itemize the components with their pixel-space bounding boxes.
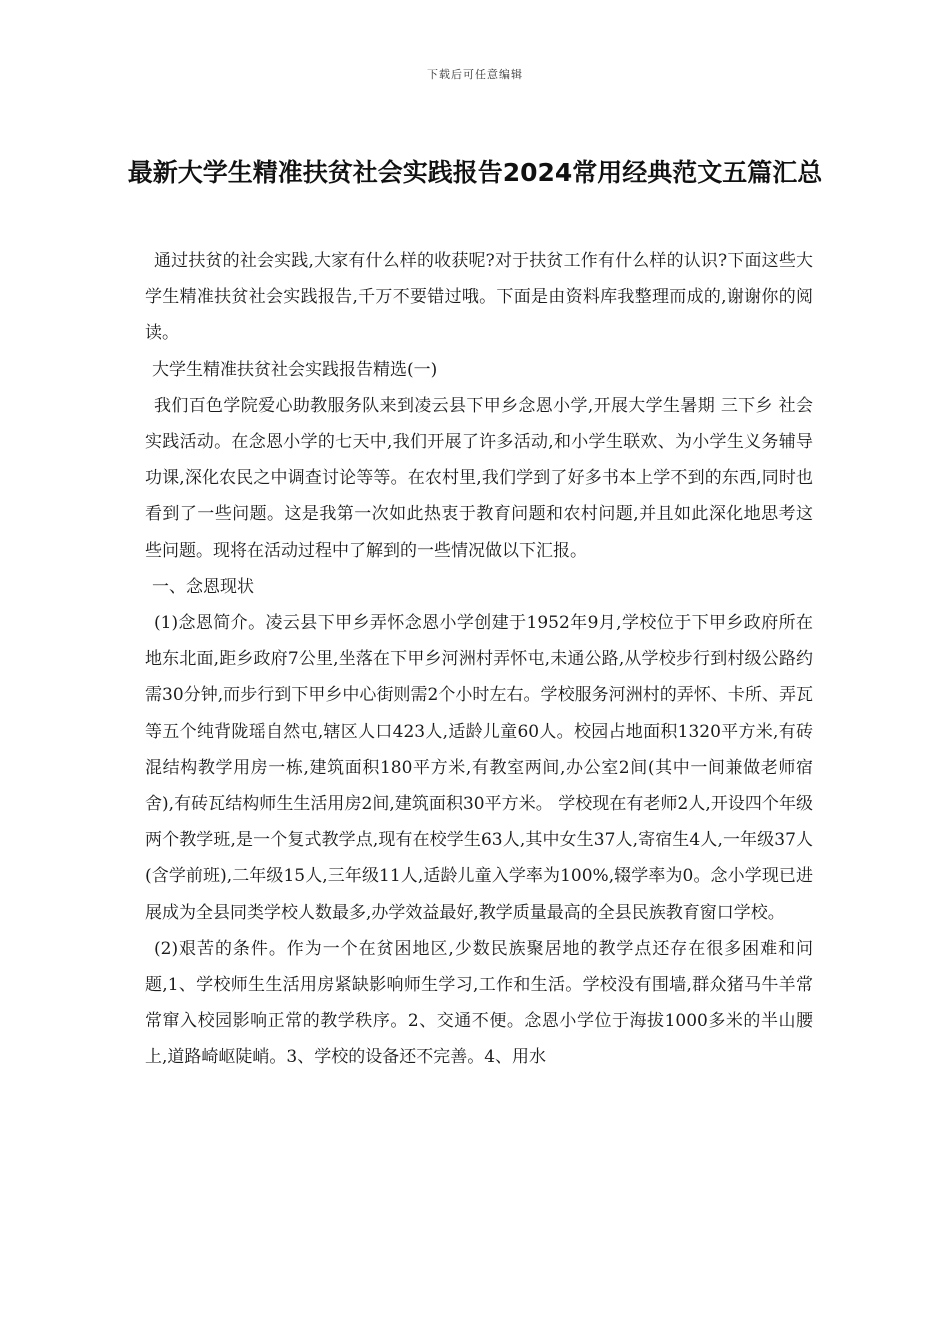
document-title: 最新大学生精准扶贫社会实践报告2024常用经典范文五篇汇总 bbox=[127, 158, 823, 187]
section-heading: 一、念恩现状 bbox=[152, 576, 254, 597]
body-paragraph: 我们百色学院爱心助教服务队来到凌云县下甲乡念恩小学,开展大学生暑期 三下乡 社会实践活动。在念恩小学的七天中,我们开展了许多活动,和小学生联欢、为小学生义务辅导功课,深化农民之中调查讨论等等。在农村里,我们学到了好多书本上学不到的东西,同时也看到了一些问题。这是我第一次如此热衷于教育问题和农村问题,并且如此深化地思考这些问题。现将在活动过程中了解到的一些情况做以下汇报。 bbox=[145, 395, 813, 561]
header-note: 下载后可任意编辑 bbox=[427, 68, 523, 81]
section-subtitle: 大学生精准扶贫社会实践报告精选(一) bbox=[152, 359, 438, 380]
body-paragraph: (1)念恩简介。凌云县下甲乡弄怀念恩小学创建于1952年9月,学校位于下甲乡政府所在地东北面,距乡政府7公里,坐落在下甲乡河洲村弄怀屯,未通公路,从学校步行到村级公路约需30分钟,而步行到下甲乡中心街则需2个小时左右。学校服务河洲村的弄怀、卡所、弄瓦等五个纯背陇瑶自然屯,辖区人口423人,适龄儿童60人。校园占地面积1320平方米,有砖混结构教学用房一栋,建筑面积180平方米,有教室两间,办公室2间(其中一间兼做老师宿舍),有砖瓦结构师生生活用房2间,建筑面积30平方米。 学校现在有老师2人,开设四个年级两个教学班,是一个复式教学点,现有在校学生63人,其中女生37人,寄宿生4人,一年级37人(含学前班),二年级15人,三年级11人,适龄儿童入学率为100%,辍学率为0。念小学现已进展成为全县同类学校人数最多,办学效益最好,教学质量最高的全县民族教育窗口学校。 bbox=[145, 613, 813, 923]
body-paragraph: (2)艰苦的条件。作为一个在贫困地区,少数民族聚居地的教学点还存在很多困难和问题,1、学校师生生活用房紧缺影响师生学习,工作和生活。学校没有围墙,群众猪马牛羊常常窜入校园影响正常的教学秩序。2、交通不便。念恩小学位于海拔1000多米的半山腰上,道路崎岖陡峭。3、学校的设备还不完善。4、用水 bbox=[145, 938, 813, 1068]
intro-paragraph: 通过扶贫的社会实践,大家有什么样的收获呢?对于扶贫工作有什么样的认识?下面这些大学生精准扶贫社会实践报告,千万不要错过哦。下面是由资料库我整理而成的,谢谢你的阅读。 bbox=[145, 251, 813, 344]
document-body bbox=[145, 243, 813, 1076]
